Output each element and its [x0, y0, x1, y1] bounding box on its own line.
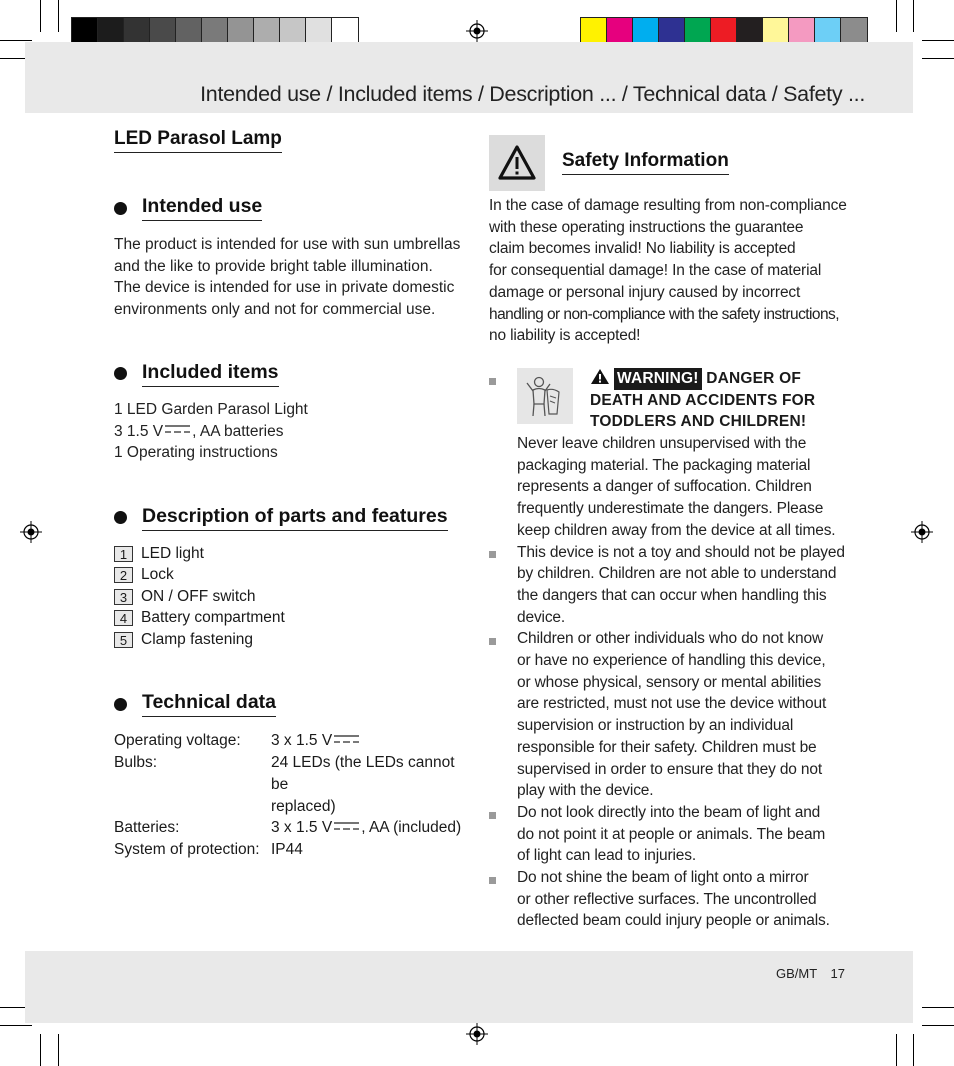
safety-warning-icon-box: [489, 135, 545, 191]
list-item: [114, 421, 466, 443]
registration-mark-icon: [466, 20, 488, 42]
spec-value: IP44: [271, 840, 303, 858]
list-item: 1 LED Garden Parasol Light: [114, 400, 308, 418]
heading-text: Included items: [142, 361, 279, 387]
part-label: ON / OFF switch: [141, 587, 256, 605]
crop-mark: [913, 1034, 914, 1066]
text-line: Children or other individuals who do not know: [517, 630, 824, 648]
part-label: LED light: [141, 544, 204, 562]
heading-text: Technical data: [142, 691, 276, 717]
intended-use-heading: [114, 195, 466, 221]
bullet-square-icon: [489, 877, 496, 884]
part-row: [114, 564, 466, 586]
technical-data-table: [114, 730, 466, 860]
value-text: replaced): [271, 797, 336, 815]
text-line: handling or non-compliance with the safety instructions,: [489, 305, 840, 323]
spec-key: Bulbs:: [114, 754, 158, 772]
crop-mark: [58, 0, 59, 32]
text-line: supervision or instruction by an individual: [517, 717, 794, 735]
safety-intro: [489, 195, 849, 347]
warning-triangle-icon: [489, 135, 545, 191]
spec-key: System of protection:: [114, 840, 260, 858]
crop-mark: [896, 1034, 897, 1066]
warning-text: DEATH AND ACCIDENTS FOR: [590, 391, 816, 409]
footer-band: [25, 951, 913, 1023]
description-heading: [114, 505, 466, 531]
crop-mark: [922, 1007, 954, 1008]
safety-bullet-list: [517, 433, 847, 932]
part-label: Clamp fastening: [141, 630, 254, 648]
text-line: This device is not a toy and should not be played: [517, 543, 845, 561]
text-line: frequently underestimate the dangers. Please: [517, 500, 824, 518]
crop-mark: [40, 1034, 41, 1066]
list-item: 1 Operating instructions: [114, 444, 278, 462]
table-row: [114, 730, 466, 752]
heading-text: Intended use: [142, 195, 262, 221]
locale-code: GB/MT: [775, 966, 817, 981]
text-line: no liability is accepted!: [489, 327, 641, 345]
text-line: The device is intended for use in private domestic: [114, 279, 455, 297]
bullet-dot-icon: [114, 367, 127, 380]
child-warning-pictogram: [517, 368, 573, 424]
bullet-dot-icon: [114, 511, 127, 524]
bullet-dot-icon: [114, 202, 127, 215]
table-row: [114, 839, 466, 861]
part-row: [114, 543, 466, 565]
crop-mark: [922, 58, 954, 59]
spec-key: Operating voltage:: [114, 732, 241, 750]
left-column: [114, 128, 466, 861]
part-number-box: 3: [114, 589, 133, 605]
text-line: the dangers that can occur when handling this: [517, 586, 827, 604]
registration-mark-icon: [466, 1023, 488, 1045]
warning-triangle-icon: [590, 368, 610, 385]
crop-mark: [40, 0, 41, 32]
dc-symbol-icon: [164, 424, 191, 434]
text-line: or other reflective surfaces. The uncontrolled: [517, 890, 817, 908]
spec-value: [271, 752, 466, 817]
table-row: [114, 817, 466, 839]
text-line: deflected beam could injury people or animals.: [517, 912, 830, 930]
text-line: The product is intended for use with sun umbrellas: [114, 236, 461, 253]
list-item: [517, 867, 847, 932]
bullet-square-icon: [489, 551, 496, 558]
page-number: 17: [830, 966, 845, 981]
text-line: claim becomes invalid! No liability is accepted: [489, 240, 796, 258]
value-text: 24 LEDs (the LEDs cannot be: [271, 754, 455, 793]
text-line: supervised in order to ensure that they do not: [517, 760, 823, 778]
crop-mark: [0, 40, 32, 41]
text-line: environments only and not for commercial use.: [114, 301, 436, 319]
crop-mark: [58, 1034, 59, 1066]
included-items-list: [114, 399, 466, 464]
heading-text: Safety Information: [562, 150, 729, 175]
text-line: of light can lead to injuries.: [517, 847, 697, 865]
dc-symbol-icon: [333, 821, 360, 831]
bullet-square-icon: [489, 812, 496, 819]
text-line: and the like to provide bright table illumination.: [114, 257, 433, 275]
text-line: or whose physical, sensory or mental abilities: [517, 673, 822, 691]
text-line: with these operating instructions the guarantee: [489, 218, 804, 236]
dc-symbol-icon: [333, 734, 360, 744]
crop-mark: [0, 1025, 32, 1026]
safety-heading: [562, 150, 729, 175]
text-line: represents a danger of suffocation. Children: [517, 478, 812, 496]
parts-list: [114, 543, 466, 651]
text-line: play with the device.: [517, 782, 654, 800]
text-line: do not point it at people or animals. The beam: [517, 825, 826, 843]
table-row: [114, 752, 466, 817]
part-row: [114, 629, 466, 651]
item-text: 3 1.5 V: [114, 422, 164, 440]
bullet-square-icon: [489, 378, 496, 385]
part-number-box: 1: [114, 546, 133, 562]
spec-value: [271, 730, 466, 752]
warning-text: TODDLERS AND CHILDREN!: [590, 413, 807, 430]
heading-text: Description of parts and features: [142, 505, 448, 531]
bullet-square-icon: [489, 638, 496, 645]
warning-line: [590, 368, 850, 390]
text-line: damage or personal injury caused by incorrect: [489, 283, 801, 301]
value-text: 3 x 1.5 V: [271, 819, 333, 837]
value-text: , AA (included): [361, 819, 462, 837]
product-title: LED Parasol Lamp: [114, 128, 282, 153]
included-items-heading: [114, 361, 466, 387]
list-item: [517, 542, 847, 629]
warning-text: DANGER OF: [706, 370, 802, 387]
registration-mark-icon: [911, 521, 933, 543]
part-row: [114, 586, 466, 608]
child-with-packaging-icon: [517, 368, 573, 424]
page-footer: [760, 966, 845, 981]
crop-mark: [913, 0, 914, 32]
list-item: [517, 802, 847, 867]
registration-mark-icon: [20, 521, 42, 543]
warning-heading: [590, 368, 850, 433]
text-line: responsible for their safety. Children must be: [517, 738, 817, 756]
crop-mark: [922, 40, 954, 41]
crop-mark: [896, 0, 897, 32]
part-number-box: 2: [114, 567, 133, 583]
bullet-dot-icon: [114, 698, 127, 711]
text-line: Do not shine the beam of light onto a mirror: [517, 869, 809, 887]
text-line: Do not look directly into the beam of light and: [517, 803, 821, 821]
intended-use-text: [114, 234, 466, 321]
part-row: [114, 607, 466, 629]
part-number-box: 4: [114, 610, 133, 626]
spec-key: Batteries:: [114, 819, 180, 837]
part-number-box: 5: [114, 632, 133, 648]
text-line: or have no experience of handling this device,: [517, 652, 826, 670]
text-line: In the case of damage resulting from non-compliance: [489, 197, 847, 214]
list-item: [517, 433, 847, 542]
warning-badge: WARNING!: [614, 368, 702, 390]
item-text: , AA batteries: [192, 422, 284, 440]
value-text: 3 x 1.5 V: [271, 732, 333, 750]
text-line: are restricted, must not use the device without: [517, 695, 827, 713]
page-header-title: Intended use / Included items / Description ... / Technical data / Safety ...: [200, 82, 865, 106]
spec-value: [271, 817, 466, 839]
text-line: keep children away from the device at all times.: [517, 521, 836, 539]
text-line: device.: [517, 608, 566, 626]
crop-mark: [922, 1025, 954, 1026]
text-line: by children. Children are not able to understand: [517, 565, 837, 583]
text-line: Never leave children unsupervised with the: [517, 435, 807, 452]
list-item: [517, 628, 847, 802]
text-line: packaging material. The packaging material: [517, 456, 811, 474]
technical-data-heading: [114, 691, 466, 717]
text-line: for consequential damage! In the case of material: [489, 262, 822, 280]
part-label: Lock: [141, 566, 174, 584]
part-label: Battery compartment: [141, 609, 285, 627]
